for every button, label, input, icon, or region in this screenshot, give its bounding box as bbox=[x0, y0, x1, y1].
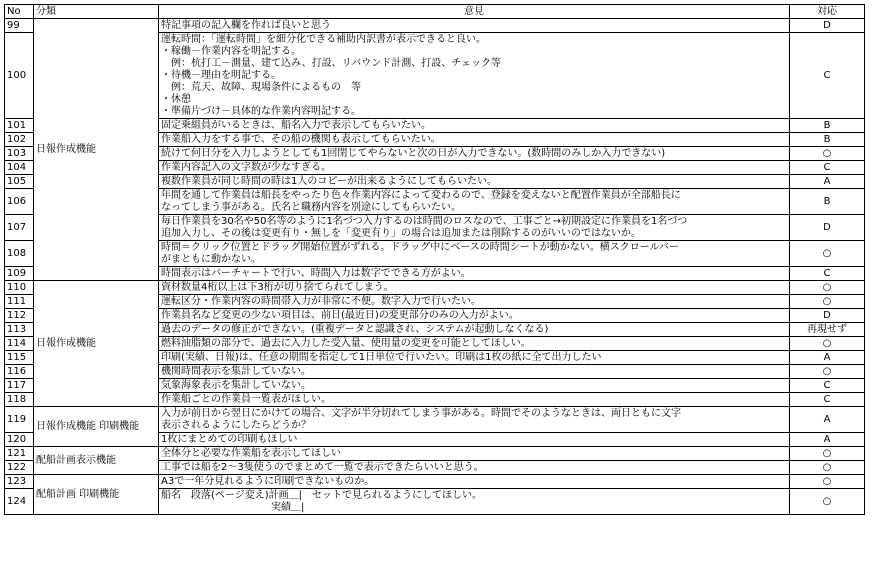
opinion-cell[interactable] bbox=[159, 33, 790, 119]
opinion-line: 特記事項の記入欄を作れば良いと思う bbox=[161, 19, 331, 31]
opinion-cell[interactable] bbox=[159, 119, 790, 133]
row-number[interactable]: 114 bbox=[5, 337, 34, 351]
response-cell[interactable]: A bbox=[790, 351, 865, 365]
opinion-line: 例：杭打工－測量、建て込み、打設、リバウンド計測、打設、チェック等 bbox=[161, 57, 501, 69]
opinion-line: 表示されるようにしたらどうか？ bbox=[161, 419, 311, 431]
row-number[interactable]: 124 bbox=[5, 489, 34, 515]
opinion-line: ・準備片づけ－具体的な作業内容明記する。 bbox=[161, 105, 361, 117]
row-number[interactable]: 99 bbox=[5, 19, 34, 33]
row-number[interactable]: 101 bbox=[5, 119, 34, 133]
opinion-line: 年間を通して作業員は船長をやったり色々作業内容によって変わるので、登録を変えないと配置作業員が全部船長に bbox=[161, 189, 681, 201]
opinion-cell[interactable] bbox=[159, 461, 790, 475]
row-number[interactable]: 122 bbox=[5, 461, 34, 475]
response-cell[interactable]: ○ bbox=[790, 337, 865, 351]
opinion-line: 作業員名など変更の少ない項目は、前日(最近日)の変更部分のみの入力がよい。 bbox=[161, 309, 519, 321]
table-row bbox=[5, 19, 865, 33]
row-number[interactable]: 106 bbox=[5, 189, 34, 215]
opinion-cell[interactable] bbox=[159, 147, 790, 161]
opinion-line: 実績＿| bbox=[161, 501, 305, 513]
opinion-line: 毎日作業員を30名や50名等のように1名づつ入力するのは時間のロスなので、工事ごと→初期設定に作業員を1名づつ bbox=[161, 215, 688, 227]
header-opinion: 意見 bbox=[159, 5, 790, 19]
response-cell[interactable]: D bbox=[790, 215, 865, 241]
opinion-line: 運転時間：「運転時間」を細分化できる補助内訳書が表示できると良い。 bbox=[161, 33, 486, 45]
opinion-line: がまともに動かない。 bbox=[161, 253, 261, 265]
response-cell[interactable]: B bbox=[790, 119, 865, 133]
category-cell[interactable]: 日報作成機能 bbox=[34, 19, 159, 281]
response-cell[interactable]: A bbox=[790, 407, 865, 433]
opinion-line: 例：荒天、故障、現場条件によるもの 等 bbox=[161, 81, 361, 93]
category-cell[interactable]: 配船計画 印刷機能 bbox=[34, 475, 159, 515]
opinion-line: 船名 段落(ページ変え)計画＿| セットで見られるようにしてほしい。 bbox=[161, 489, 482, 501]
row-number[interactable]: 108 bbox=[5, 241, 34, 267]
opinion-cell[interactable] bbox=[159, 337, 790, 351]
opinion-cell[interactable] bbox=[159, 175, 790, 189]
row-number[interactable]: 120 bbox=[5, 433, 34, 447]
row-number[interactable]: 102 bbox=[5, 133, 34, 147]
opinion-line: 1枚にまとめての印刷もほしい bbox=[161, 433, 298, 445]
row-number[interactable]: 107 bbox=[5, 215, 34, 241]
response-cell[interactable]: A bbox=[790, 175, 865, 189]
response-cell[interactable]: B bbox=[790, 189, 865, 215]
opinion-cell[interactable] bbox=[159, 475, 790, 489]
header-no: No bbox=[5, 5, 34, 19]
response-cell[interactable]: A bbox=[790, 433, 865, 447]
opinion-cell[interactable] bbox=[159, 19, 790, 33]
opinion-line: 燃料油脂類の部分で、過去に入力した受入量、使用量の変更を可能としてほしい。 bbox=[161, 337, 531, 349]
table-row bbox=[5, 475, 865, 489]
opinion-cell[interactable] bbox=[159, 407, 790, 433]
opinion-line: 全体分と必要な作業船を表示してほしい bbox=[161, 447, 341, 459]
header-response: 対応 bbox=[790, 5, 865, 19]
opinion-line: 資材数量4桁以上は下3桁が切り捨てられてしまう。 bbox=[161, 281, 394, 293]
opinion-line: 固定乗組員がいるときは、船名入力で表示してもらいたい。 bbox=[161, 119, 431, 131]
response-cell[interactable]: ○ bbox=[790, 147, 865, 161]
row-number[interactable]: 100 bbox=[5, 33, 34, 119]
row-number[interactable]: 117 bbox=[5, 379, 34, 393]
opinion-line: 印刷(実績、日報)は、任意の期間を指定して1日単位で行いたい。印刷は1枚の紙に全て出力したい bbox=[161, 351, 602, 363]
category-cell[interactable]: 配船計画表示機能 bbox=[34, 447, 159, 475]
response-cell[interactable]: ○ bbox=[790, 447, 865, 461]
opinion-line: 運転区分・作業内容の時間帯入力が非常に不便。数字入力で行いたい。 bbox=[161, 295, 481, 307]
response-cell[interactable]: C bbox=[790, 393, 865, 407]
opinion-cell[interactable] bbox=[159, 189, 790, 215]
opinion-line: 複数作業員が同じ時間の時は1人のコピーが出来るようにしてもらいたい。 bbox=[161, 175, 497, 187]
opinion-cell[interactable] bbox=[159, 161, 790, 175]
opinion-line: A3で一年分見れるように印刷できないものか。 bbox=[161, 475, 375, 487]
row-number[interactable]: 113 bbox=[5, 323, 34, 337]
opinion-line: 時間＝クリック位置とドラッグ開始位置がずれる。ドラッグ中にベースの時間シートが動かない。横スクロールバー bbox=[161, 241, 679, 253]
row-number[interactable]: 104 bbox=[5, 161, 34, 175]
header-row bbox=[5, 5, 865, 19]
row-number[interactable]: 115 bbox=[5, 351, 34, 365]
opinion-line: 機関時間表示を集計していない。 bbox=[161, 365, 311, 377]
row-number[interactable]: 121 bbox=[5, 447, 34, 461]
row-number[interactable]: 110 bbox=[5, 281, 34, 295]
opinion-cell[interactable] bbox=[159, 267, 790, 281]
response-cell[interactable]: C bbox=[790, 33, 865, 119]
row-number[interactable]: 119 bbox=[5, 407, 34, 433]
response-cell[interactable]: D bbox=[790, 19, 865, 33]
opinion-line: なってしまう事がある。氏名と職務内容を別途にしてもらいたい。 bbox=[161, 201, 461, 213]
opinion-line: 作業船ごとの作業員一覧表がほしい。 bbox=[161, 393, 331, 405]
opinion-cell[interactable] bbox=[159, 489, 790, 515]
row-number[interactable]: 103 bbox=[5, 147, 34, 161]
opinion-line: 工事では船を2～3隻使うのでまとめて一覧で表示できたらいいと思う。 bbox=[161, 461, 484, 473]
table-row bbox=[5, 447, 865, 461]
opinion-cell[interactable] bbox=[159, 215, 790, 241]
opinion-line: 追加入力し、その後は変更有り・無しを「変更有り」の場合は追加または削除するのがいいのではないか。 bbox=[161, 227, 641, 239]
response-cell[interactable]: ○ bbox=[790, 461, 865, 475]
response-cell[interactable]: C bbox=[790, 379, 865, 393]
opinion-line: 作業船入力をする事で、その船の機関も表示してもらいたい。 bbox=[161, 133, 441, 145]
opinion-cell[interactable] bbox=[159, 241, 790, 267]
row-number[interactable]: 112 bbox=[5, 309, 34, 323]
opinion-cell[interactable] bbox=[159, 379, 790, 393]
response-cell[interactable]: ○ bbox=[790, 295, 865, 309]
response-cell[interactable]: ○ bbox=[790, 241, 865, 267]
response-cell[interactable]: ○ bbox=[790, 475, 865, 489]
response-cell[interactable]: C bbox=[790, 267, 865, 281]
row-number[interactable]: 109 bbox=[5, 267, 34, 281]
category-cell[interactable]: 日報作成機能 印刷機能 bbox=[34, 407, 159, 447]
response-cell[interactable]: ○ bbox=[790, 489, 865, 515]
row-number[interactable]: 111 bbox=[5, 295, 34, 309]
opinion-cell[interactable] bbox=[159, 281, 790, 295]
opinion-line: 気象海象表示を集計していない。 bbox=[161, 379, 311, 391]
response-cell[interactable]: C bbox=[790, 161, 865, 175]
opinion-line: 作業内容記入の文字数が少なすぎる。 bbox=[161, 161, 331, 173]
opinion-cell[interactable] bbox=[159, 393, 790, 407]
opinion-cell[interactable] bbox=[159, 295, 790, 309]
opinion-cell[interactable] bbox=[159, 365, 790, 379]
row-number[interactable]: 118 bbox=[5, 393, 34, 407]
opinion-cell[interactable] bbox=[159, 323, 790, 337]
opinion-cell[interactable] bbox=[159, 133, 790, 147]
row-number[interactable]: 123 bbox=[5, 475, 34, 489]
opinion-cell[interactable] bbox=[159, 447, 790, 461]
category-cell[interactable]: 日報作成機能 bbox=[34, 281, 159, 407]
opinion-line: 過去のデータの修正ができない。(重複データと認識され、システムが起動しなくなる) bbox=[161, 323, 549, 335]
response-cell[interactable]: ○ bbox=[790, 365, 865, 379]
opinion-line: ・稼働－作業内容を明記する。 bbox=[161, 45, 301, 57]
opinion-cell[interactable] bbox=[159, 351, 790, 365]
opinion-line: ・休憩 bbox=[161, 93, 191, 105]
response-cell[interactable]: B bbox=[790, 133, 865, 147]
row-number[interactable]: 105 bbox=[5, 175, 34, 189]
opinion-cell[interactable] bbox=[159, 433, 790, 447]
opinion-table bbox=[4, 4, 865, 515]
response-cell[interactable]: ○ bbox=[790, 281, 865, 295]
opinion-line: ・待機－理由を明記する。 bbox=[161, 69, 281, 81]
table-row bbox=[5, 407, 865, 433]
opinion-line: 入力が前日から翌日にかけての場合、文字が半分切れてしまう事がある。時間でそのようなときは、両日ともに文字 bbox=[161, 407, 681, 419]
opinion-line: 続けて何日分を入力しようとしても1回閉じてやらないと次の日が入力できない。(数時間のみしか入力できない) bbox=[161, 147, 666, 159]
opinion-line: 時間表示はバーチャートで行い、時間入力は数字でできる方がよい。 bbox=[161, 267, 471, 279]
row-number[interactable]: 116 bbox=[5, 365, 34, 379]
header-category: 分類 bbox=[34, 5, 159, 19]
response-cell[interactable]: D bbox=[790, 309, 865, 323]
response-cell[interactable]: 再現せず bbox=[790, 323, 865, 337]
opinion-cell[interactable] bbox=[159, 309, 790, 323]
table-row bbox=[5, 281, 865, 295]
